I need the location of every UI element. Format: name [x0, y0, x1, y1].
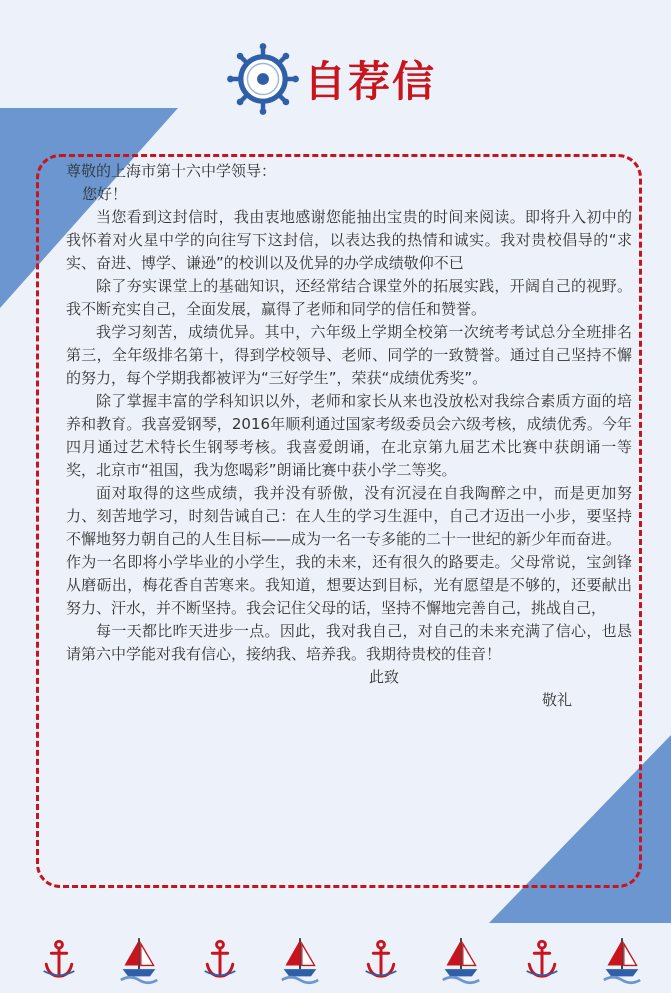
paragraph: 我学习刻苦，成绩优异。其中，六年级上学期全校第一次统考考试总分全班排名第三，全年级排名第十，得到学校领导、老师、同学的一致赞誉。通过自己坚持不懈的努力，每个学期我都被评为“三好学生”，荣获“成绩优秀奖”。 — [66, 323, 632, 387]
paragraph: 作为一名即将小学毕业的小学生，我的未来，还有很久的路要走。父母常说，宝剑锋从磨砺出，梅花香自苦寒来。我知道，想要达到目标，光有愿望是不够的，还要献出努力、汗水，并不断坚持。我会记住父母的话，坚持不懈地完善自己，挑战自己， — [66, 553, 632, 617]
paragraph: 每一天都比昨天进步一点。因此，我对我自己，对自己的未来充满了信心，也恳请第六中学能对我有信心，接纳我、培养我。我期待贵校的佳音！ — [66, 622, 632, 663]
sailboat-icon — [119, 934, 159, 986]
paragraph: 除了夯实课堂上的基础知识，还经常结合课堂外的拓展实践，开阔自己的视野。我不断充实自己，全面发展，赢得了老师和同学的信任和赞誉。 — [66, 277, 632, 318]
anchor-icon — [42, 934, 76, 986]
paragraph: 除了掌握丰富的学科知识以外，老师和家长从来也没放松对我综合素质方面的培养和教育。我喜爱钢琴，2016年顺利通过国家考级委员会六级考核，成绩优秀。今年四月通过艺术特长生钢琴考核。我喜爱朗诵，在北京第九届艺术比赛中获朗诵一等奖，北京市“祖国，我为您喝彩”朗诵比赛中获小学二等奖。 — [66, 392, 632, 479]
sailboat-icon — [602, 934, 642, 986]
anchor-icon — [364, 934, 398, 986]
closing: 此致 — [368, 668, 399, 686]
salutation: 尊敬的上海市第十六中学领导： — [66, 162, 277, 180]
greeting: 您好！ — [82, 185, 128, 203]
page-title: 自荐信 — [304, 57, 437, 106]
sailboat-icon — [441, 934, 481, 986]
footer-decorations — [42, 930, 642, 986]
letter-body — [66, 160, 632, 712]
page-header — [226, 40, 436, 118]
sailboat-icon — [280, 934, 320, 986]
ship-wheel-icon — [226, 42, 300, 116]
anchor-icon — [525, 934, 559, 986]
anchor-icon — [203, 934, 237, 986]
sign-off: 敬礼 — [541, 691, 572, 709]
paragraph: 当您看到这封信时，我由衷地感谢您能抽出宝贵的时间来阅读。即将升入初中的我怀着对火星中学的向往写下这封信，以表达我的热情和诚实。我对贵校倡导的“求实、奋进、博学、谦逊”的校训以及优异的办学成绩敬仰不已 — [66, 208, 632, 272]
paragraph: 面对取得的这些成绩，我并没有骄傲，没有沉浸在自我陶醉之中，而是更加努力、刻苦地学习，时刻告诫自己：在人生的学习生涯中，自己才迈出一小步，要坚持不懈地努力朝自己的人生目标——成为一名一专多能的二十一世纪的新少年而奋进。 — [66, 484, 632, 548]
